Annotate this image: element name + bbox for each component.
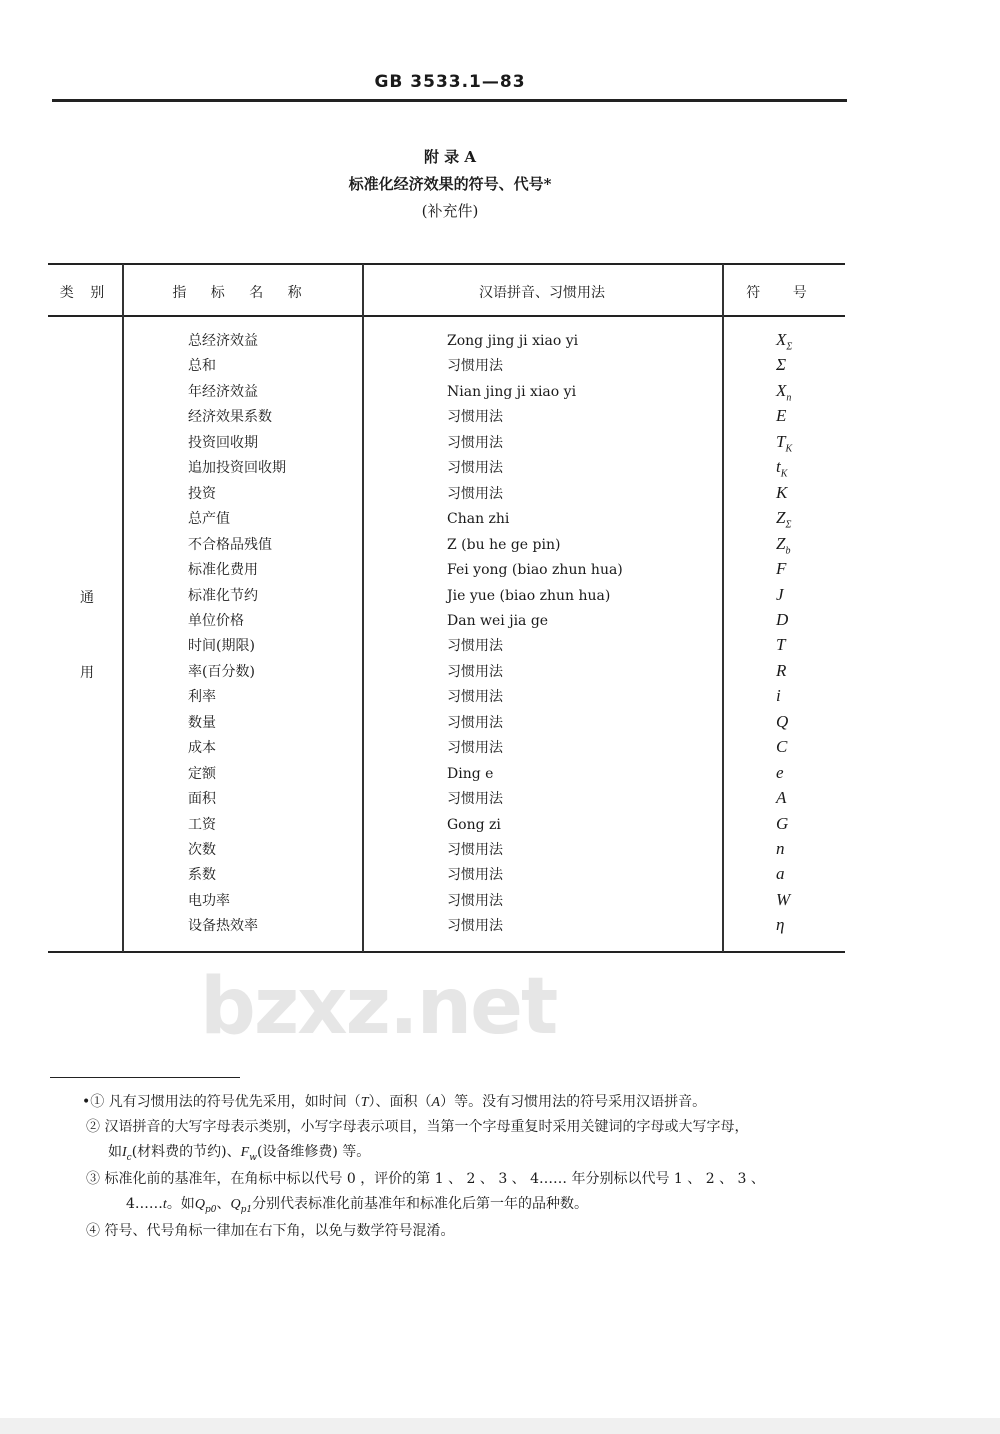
indicator-name: 不合格品残值 — [188, 536, 272, 553]
symbol — [776, 432, 792, 459]
symbol — [776, 508, 791, 535]
indicator-name: 定额 — [188, 765, 216, 782]
indicator-name: 经济效果系数 — [188, 409, 272, 426]
table-header-rule — [48, 315, 845, 317]
symbol — [776, 483, 787, 510]
table-bottom-rule — [48, 951, 845, 953]
symbol-base: F — [776, 559, 787, 579]
header-rule — [52, 99, 847, 102]
symbol-base: Q — [776, 711, 789, 731]
symbol — [776, 737, 787, 764]
indicator-name: 时间(期限) — [188, 638, 255, 655]
document-code: GB 3533.1—83 — [374, 72, 526, 92]
pinyin-usage: Z (bu he ge pin) — [447, 536, 561, 553]
pinyin-usage: Jie yue (biao zhun hua) — [447, 587, 611, 604]
symbol-base: n — [776, 839, 785, 858]
symbol — [776, 712, 788, 739]
symbol-base: R — [776, 660, 787, 680]
footnote-2-cont: 如$I_c$(材料费的节约)、$F_w$(设备维修费) 等。 — [108, 1144, 371, 1163]
pinyin-usage: 习惯用法 — [447, 740, 503, 757]
symbol-base: J — [776, 584, 784, 604]
symbol-base: T — [776, 431, 786, 451]
column-header-pinyin: 汉语拼音、习惯用法 — [479, 285, 605, 301]
footnote-2: ② 汉语拼音的大写字母表示类别，小写字母表示项目，当第一个字母重复时采用关键词的字母或大写字母， — [86, 1119, 749, 1135]
footnote-1: •① 凡有习惯用法的符号优先采用，如时间（T）、面积（A）等。没有习惯用法的符号采用汉语拼音。 — [82, 1094, 707, 1110]
symbol — [776, 788, 786, 815]
indicator-name: 率(百分数) — [188, 663, 255, 680]
column-header-category: 类 别 — [59, 285, 111, 301]
symbol-subscript: n — [786, 392, 792, 404]
indicator-name: 标准化节约 — [188, 587, 258, 604]
watermark: bzxz.net — [200, 962, 557, 1052]
indicator-name: 设备热效率 — [188, 918, 258, 935]
column-header-symbol: 符 号 — [746, 285, 821, 301]
footnote-3-cont: 4……t。如$Q_{p0}$、$Q_{p1}$分别代表标准化前基准年和标准化后第一年的品种数。 — [126, 1196, 589, 1215]
symbol-base: Z — [776, 533, 786, 553]
column-divider — [362, 264, 364, 952]
pinyin-usage: 习惯用法 — [447, 358, 503, 375]
symbol-subscript: K — [785, 443, 793, 455]
symbol-base: i — [776, 686, 781, 706]
pinyin-usage: 习惯用法 — [447, 638, 503, 655]
column-divider — [722, 264, 724, 952]
symbol — [776, 890, 790, 917]
pinyin-usage: 习惯用法 — [447, 460, 503, 477]
indicator-name: 成本 — [188, 740, 216, 757]
symbol-base: W — [776, 889, 791, 909]
symbol-base: C — [776, 737, 788, 757]
symbol-base: a — [776, 864, 785, 884]
symbol-subscript: b — [785, 544, 791, 556]
symbol — [776, 839, 785, 866]
symbol — [776, 763, 784, 790]
table-top-rule — [48, 263, 845, 265]
pinyin-usage: Ding e — [447, 765, 494, 782]
symbol — [776, 864, 785, 891]
symbol — [776, 661, 786, 688]
indicator-name: 投资回收期 — [188, 434, 258, 451]
pinyin-usage: 习惯用法 — [447, 434, 503, 451]
symbol — [776, 330, 792, 357]
pinyin-usage: Fei yong (biao zhun hua) — [447, 562, 623, 579]
indicator-name: 利率 — [188, 689, 216, 706]
indicator-name: 数量 — [188, 714, 216, 731]
indicator-name: 次数 — [188, 842, 216, 858]
symbol-base: X — [776, 330, 787, 349]
symbol — [776, 686, 781, 713]
symbol — [776, 559, 786, 586]
symbol — [776, 610, 788, 637]
symbol — [776, 534, 790, 561]
symbol — [776, 381, 791, 408]
indicator-name: 标准化费用 — [188, 562, 258, 579]
pinyin-usage: Chan zhi — [447, 511, 510, 528]
indicator-name: 投资 — [188, 485, 216, 502]
pinyin-usage: 习惯用法 — [447, 485, 503, 502]
symbol-base: Z — [776, 508, 786, 528]
symbol-base: X — [776, 380, 787, 400]
symbol-base: t — [776, 457, 781, 477]
pinyin-usage: 习惯用法 — [447, 409, 503, 426]
pinyin-usage: 习惯用法 — [447, 791, 503, 808]
column-divider — [122, 264, 124, 952]
indicator-name: 总产值 — [188, 511, 230, 528]
pinyin-usage: 习惯用法 — [447, 842, 503, 858]
appendix-subtitle: (补充件) — [421, 202, 479, 220]
symbol — [776, 585, 784, 612]
symbol-base: e — [776, 762, 784, 782]
pinyin-usage: Gong zi — [447, 816, 501, 833]
indicator-name: 电功率 — [188, 892, 230, 909]
indicator-name: 追加投资回收期 — [188, 460, 286, 477]
pinyin-usage: Zong jing ji xiao yi — [447, 333, 579, 349]
symbol — [776, 814, 788, 841]
pinyin-usage: 习惯用法 — [447, 714, 503, 731]
footnote-3: ③ 标准化前的基准年，在角标中标以代号 0 ，评价的第 1 、 2 、 3 、 4…… 年分别标以代号 1 、 2 、 3 、 — [86, 1171, 765, 1187]
symbol-base: K — [776, 482, 788, 502]
pinyin-usage: Nian jing ji xiao yi — [447, 383, 577, 400]
indicator-name: 年经济效益 — [188, 383, 258, 400]
indicator-name: 总经济效益 — [188, 333, 258, 349]
symbol — [776, 457, 787, 484]
symbol-base: G — [776, 813, 789, 833]
pinyin-usage: 习惯用法 — [447, 663, 503, 680]
category-label: 通 — [80, 590, 94, 606]
pinyin-usage: 习惯用法 — [447, 867, 503, 884]
symbol-base: Σ — [776, 355, 787, 375]
symbol-base: E — [776, 406, 787, 426]
symbol-subscript: Σ — [785, 519, 792, 531]
symbol — [776, 635, 785, 662]
appendix-title: 标准化经济效果的符号、代号* — [348, 175, 552, 193]
indicator-name: 工资 — [188, 816, 216, 833]
pinyin-usage: 习惯用法 — [447, 918, 503, 935]
symbol — [776, 355, 786, 382]
indicator-name: 单位价格 — [188, 612, 244, 629]
footnote-4: ④ 符号、代号角标一律加在右下角，以免与数学符号混淆。 — [86, 1223, 455, 1239]
indicator-name: 面积 — [188, 791, 216, 808]
pinyin-usage: 习惯用法 — [447, 892, 503, 909]
symbol-base: D — [776, 609, 789, 629]
symbol-subscript: K — [780, 468, 788, 480]
symbol-subscript: Σ — [786, 341, 793, 353]
symbol-base: η — [776, 915, 785, 935]
symbol — [776, 406, 786, 433]
indicator-name: 系数 — [188, 867, 216, 884]
appendix-label: 附 录 A — [423, 148, 477, 166]
footnote-rule — [50, 1077, 240, 1078]
symbol — [776, 915, 784, 942]
category-label: 用 — [80, 665, 94, 681]
pinyin-usage: Dan wei jia ge — [447, 612, 549, 629]
pinyin-usage: 习惯用法 — [447, 689, 503, 706]
column-header-name: 指 标 名 称 — [172, 285, 312, 301]
indicator-name: 总和 — [188, 358, 216, 375]
symbol-base: T — [776, 635, 786, 655]
symbol-base: A — [776, 788, 787, 808]
page-bottom-bar — [0, 1418, 1000, 1434]
